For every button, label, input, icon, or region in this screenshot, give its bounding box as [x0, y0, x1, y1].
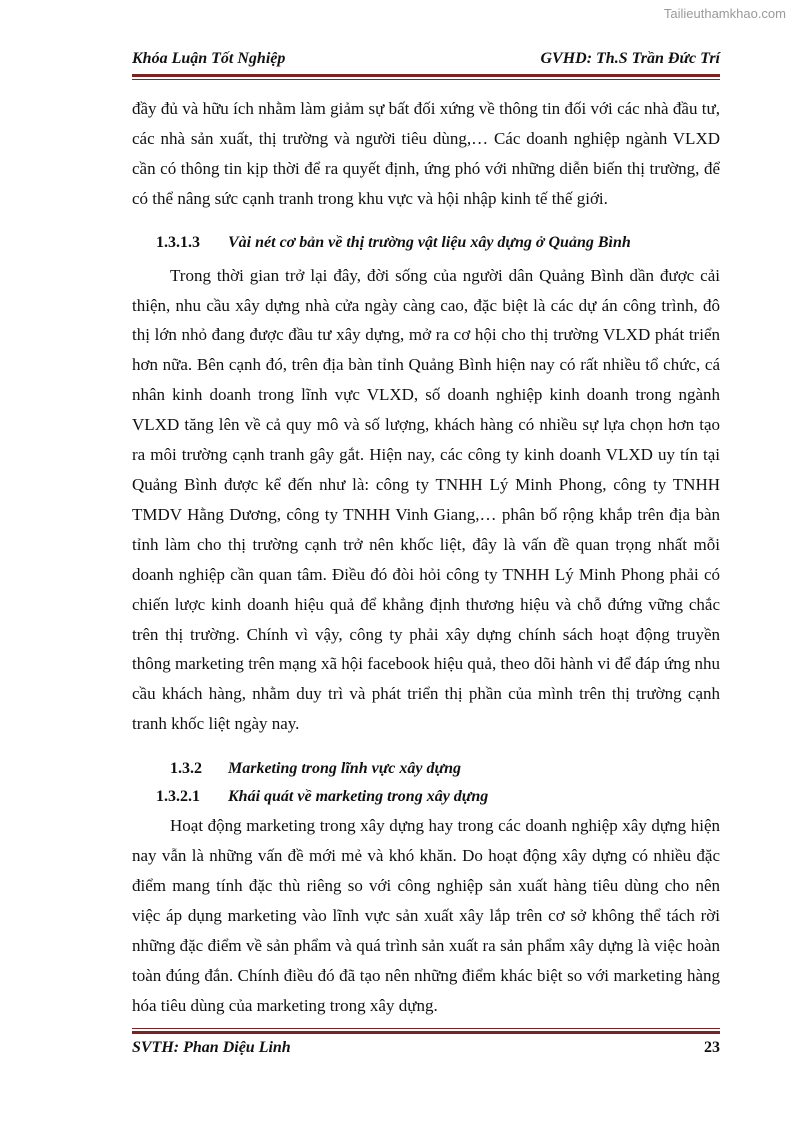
page-number: 23	[704, 1039, 720, 1056]
footer-student: SVTH: Phan Diệu Linh	[132, 1039, 291, 1056]
footer-rule-thin	[132, 1028, 720, 1029]
header-advisor: GVHD: Th.S Trần Đức Trí	[540, 50, 720, 67]
page-footer	[132, 1039, 720, 1061]
paragraph-intro: đầy đủ và hữu ích nhằm làm giảm sự bất đối xứng về thông tin đối với các nhà đầu tư, các nhà sản xuất, thị trường và người tiêu dùng,… Các doanh nghiệp ngành VLXD cần có thông tin kịp thời để ra quyết định, ứng phó với những diễn biến thị trường, để có thể nâng sức cạnh tranh trong khu vực và hội nhập kinh tế thế giới.	[132, 99, 720, 208]
paragraph-marketing-overview: Hoạt động marketing trong xây dựng hay trong các doanh nghiệp xây dựng hiện nay vẫn là những vấn đề mới mẻ và khó khăn. Do hoạt động xây dựng có nhiều đặc điểm mang tính đặc thù riêng so với công nghiệp sản xuất hàng tiêu dùng cho nên việc áp dụng marketing vào lĩnh vực sản xuất xây lắp trên cơ sở không thể tách rời những đặc điểm về sản phẩm và quá trình sản xuất ra sản phẩm xây dựng là việc hoàn toàn đúng đắn. Chính điều đó đã tạo nên những điểm khác biệt so với marketing hàng hóa tiêu dùng của marketing trong xây dựng.	[132, 816, 720, 1015]
heading-1-3-2	[132, 757, 720, 781]
heading-title: Marketing trong lĩnh vực xây dựng	[228, 760, 461, 778]
heading-title: Vài nét cơ bản về thị trường vật liệu xây dựng ở Quảng Bình	[228, 233, 631, 251]
header-rule-thick	[132, 74, 720, 77]
heading-number: 1.3.1.3	[156, 233, 200, 251]
heading-number: 1.3.2.1	[156, 788, 200, 806]
heading-1-3-2-1	[132, 785, 720, 809]
page-body	[132, 94, 720, 1020]
heading-number: 1.3.2	[170, 760, 202, 778]
paragraph-quang-binh-market: Trong thời gian trở lại đây, đời sống của người dân Quảng Bình dần được cải thiện, nhu cầu xây dựng nhà cửa ngày càng cao, đặc biệt là các dự án công trình, đô thị lớn nhỏ đang được đầu tư xây dựng, mở ra cơ hội cho thị trường VLXD phát triển hơn nữa. Bên cạnh đó, trên địa bàn tỉnh Quảng Bình hiện nay có rất nhiều tổ chức, cá nhân kinh doanh trong lĩnh vực VLXD, số doanh nghiệp kinh doanh trong ngành VLXD tăng lên về cả quy mô và số lượng, khách hàng có nhiều sự lựa chọn hơn tạo ra môi trường cạnh tranh gây gắt. Hiện nay, các công ty kinh doanh VLXD uy tín tại Quảng Bình được kể đến như là: công ty TNHH Lý Minh Phong, công ty TNHH TMDV Hằng Dương, công ty TNHH Vinh Giang,… phân bố rộng khắp trên địa bàn tỉnh làm cho thị trường cạnh trở nên khốc liệt, đây là vấn đề quan trọng nhất mỗi doanh nghiệp cần quan tâm. Điều đó đòi hỏi công ty TNHH Lý Minh Phong phải có chiến lược kinh doanh hiệu quả để khẳng định thương hiệu và chỗ đứng vững chắc trên thị trường. Chính vì vậy, công ty phải xây dựng chính sách hoạt động truyền thông marketing trên mạng xã hội facebook hiệu quả, theo dõi hành vi để đáp ứng nhu cầu khách hàng, nhằm duy trì và phát triển thị phần của mình trên thị trường cạnh tranh khốc liệt ngày nay.	[132, 265, 720, 734]
page-header	[132, 50, 720, 72]
heading-1-3-1-3	[132, 231, 720, 255]
header-thesis-title: Khóa Luận Tốt Nghiệp	[132, 50, 286, 67]
watermark-text: Tailieuthamkhao.com	[663, 6, 786, 21]
footer-rule-thick	[132, 1031, 720, 1034]
heading-title: Khái quát về marketing trong xây dựng	[228, 788, 489, 806]
header-rule-thin	[132, 79, 720, 80]
